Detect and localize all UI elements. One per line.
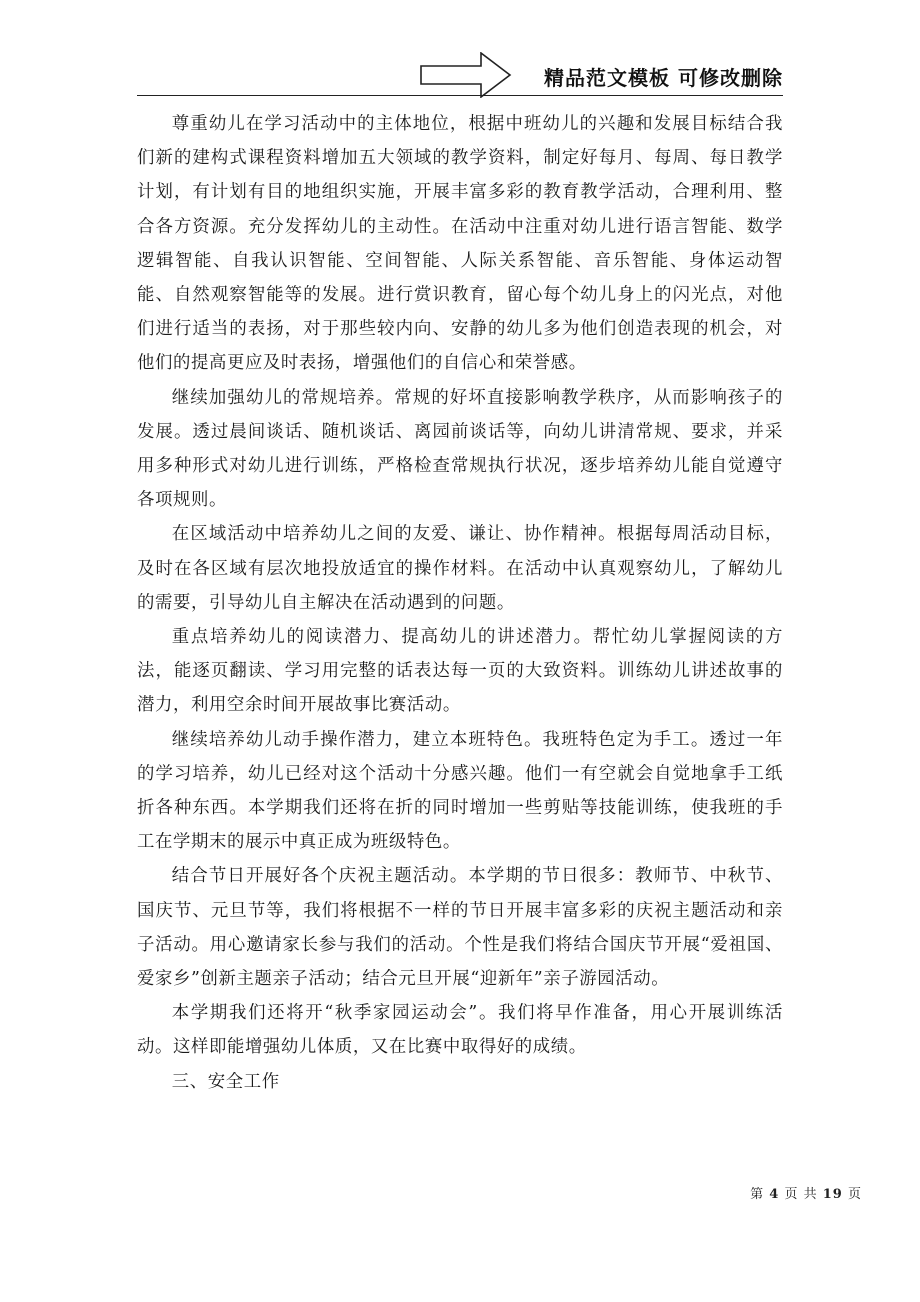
paragraph: 重点培养幼儿的阅读潜力、提高幼儿的讲述潜力。帮忙幼儿掌握阅读的方法，能逐页翻读、学习用完整的话表达每一页的大致资料。训练幼儿讲述故事的潜力，利用空余时间开展故事比赛活动。 [137, 627, 783, 716]
paragraph: 在区域活动中培养幼儿之间的友爱、谦让、协作精神。根据每周活动目标，及时在各区域有层次地投放适宜的操作材料。在活动中认真观察幼儿，了解幼儿的需要，引导幼儿自主解决在活动遇到的问题。 [137, 524, 783, 613]
total-pages-number: 19 [822, 1187, 843, 1202]
page-footer [750, 1183, 862, 1202]
document-body [137, 107, 783, 1099]
paragraph: 尊重幼儿在学习活动中的主体地位，根据中班幼儿的兴趣和发展目标结合我们新的建构式课程资料增加五大领域的教学资料，制定好每月、每周、每日教学计划，有计划有目的地组织实施，开展丰富多彩的教育教学活动，合理利用、整合各方资源。充分发挥幼儿的主动性。在活动中注重对幼儿进行语言智能、数学逻辑智能、自我认识智能、空间智能、人际关系智能、音乐智能、身体运动智能、自然观察智能等的发展。进行赏识教育，留心每个幼儿身上的闪光点，对他们进行适当的表扬，对于那些较内向、安静的幼儿多为他们创造表现的机会，对他们的提高更应及时表扬，增强他们的自信心和荣誉感。 [137, 114, 783, 374]
paragraph: 继续加强幼儿的常规培养。常规的好坏直接影响教学秩序，从而影响孩子的发展。透过晨间谈话、随机谈话、离园前谈话等，向幼儿讲清常规、要求，并采用多种形式对幼儿进行训练，严格检查常规执行状况，逐步培养幼儿能自觉遵守各项规则。 [137, 387, 783, 511]
paragraph: 继续培养幼儿动手操作潜力，建立本班特色。我班特色定为手工。透过一年的学习培养，幼儿已经对这个活动十分感兴趣。他们一有空就会自觉地拿手工纸折各种东西。本学期我们还将在折的同时增加一些剪贴等技能训练，使我班的手工在学期末的展示中真正成为班级特色。 [137, 729, 783, 853]
footer-middle: 页 共 [784, 1187, 818, 1202]
paragraph: 结合节日开展好各个庆祝主题活动。本学期的节日很多：教师节、中秋节、国庆节、元旦节等，我们将根据不一样的节日开展丰富多彩的庆祝主题活动和亲子活动。用心邀请家长参与我们的活动。个性是我们将结合国庆节开展“爱祖国、爱家乡”创新主题亲子活动；结合元旦开展“迎新年”亲子游园活动。 [137, 866, 783, 990]
section-heading: 三、安全工作 [171, 1071, 280, 1092]
header-title: 精品范文模板 可修改删除 [544, 66, 783, 90]
footer-suffix: 页 [847, 1187, 862, 1202]
current-page-number: 4 [769, 1187, 780, 1202]
paragraph: 本学期我们还将开“秋季家园运动会”。我们将早作准备，用心开展训练活动。这样即能增强幼儿体质，又在比赛中取得好的成绩。 [137, 1003, 783, 1058]
arrow-right-icon [420, 52, 512, 98]
footer-prefix: 第 [750, 1187, 765, 1202]
header-divider [137, 95, 783, 96]
page-header [137, 48, 783, 98]
